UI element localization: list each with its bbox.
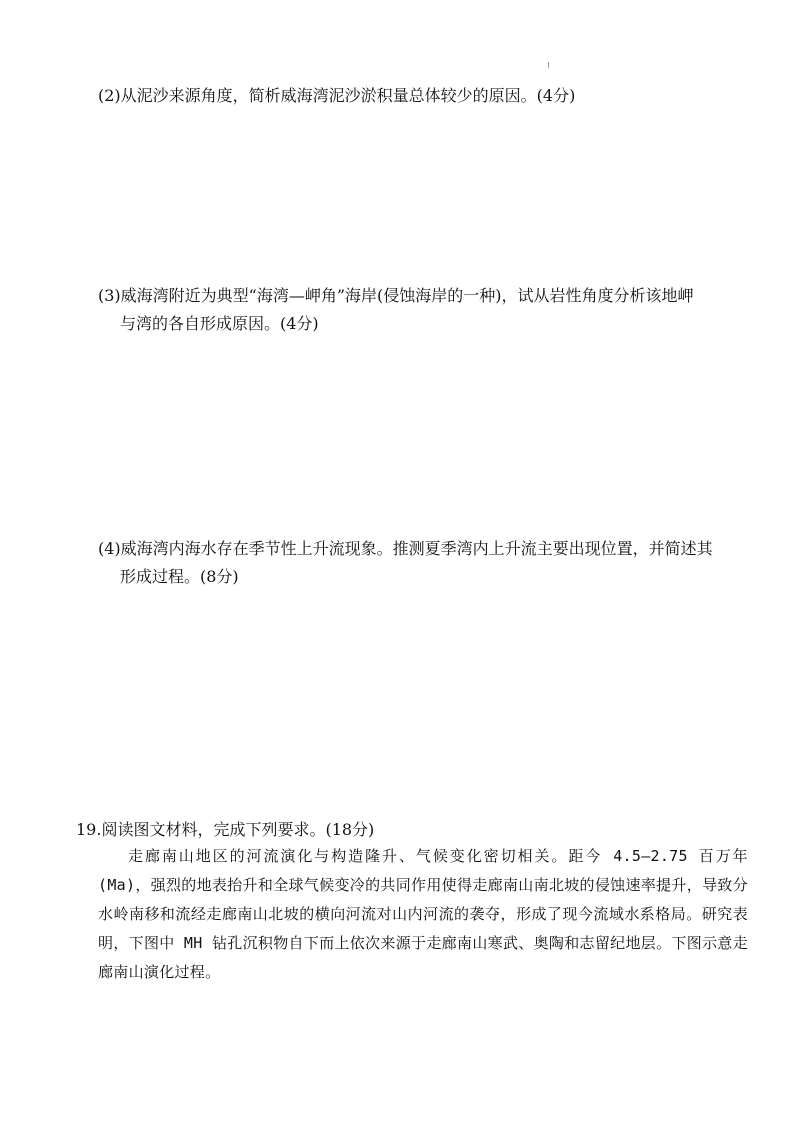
question-4 xyxy=(98,535,758,591)
question-3-line-1: (3)威海湾附近为典型“海湾—岬角”海岸(侵蚀海岸的一种)，试从岩性角度分析该地岬 xyxy=(98,286,694,305)
question-3 xyxy=(98,282,758,338)
question-3-line-2: 与湾的各自形成原因。(4分) xyxy=(120,314,319,333)
question-4-line-1: (4)威海湾内海水存在季节性上升流现象。推测夏季湾内上升流主要出现位置，并简述其 xyxy=(98,539,713,558)
question-19-material: 走廊南山地区的河流演化与构造隆升、气候变化密切相关。距今 4.5—2.75 百万年(Ma)，强烈的地表抬升和全球气候变冷的共同作用使得走廊南山南北坡的侵蚀速率提升，导致分水岭南移和流经走廊南山北坡的横向河流对山内河流的袭夺，形成了现今流域水系格局。研究表明，下图中 MH 钻孔沉积物自下而上依次来源于走廊南山寒武、奥陶和志留纪地层。下图示意走廊南山演化过程。 xyxy=(98,847,748,981)
question-4-line-2: 形成过程。(8分) xyxy=(120,567,239,586)
question-2-text: (2)从泥沙来源角度，简析威海湾泥沙淤积量总体较少的原因。(4分) xyxy=(98,86,576,105)
question-19-title: 19.阅读图文材料，完成下列要求。(18分) xyxy=(76,820,375,839)
question-2 xyxy=(98,82,758,110)
scan-mark xyxy=(548,62,549,68)
